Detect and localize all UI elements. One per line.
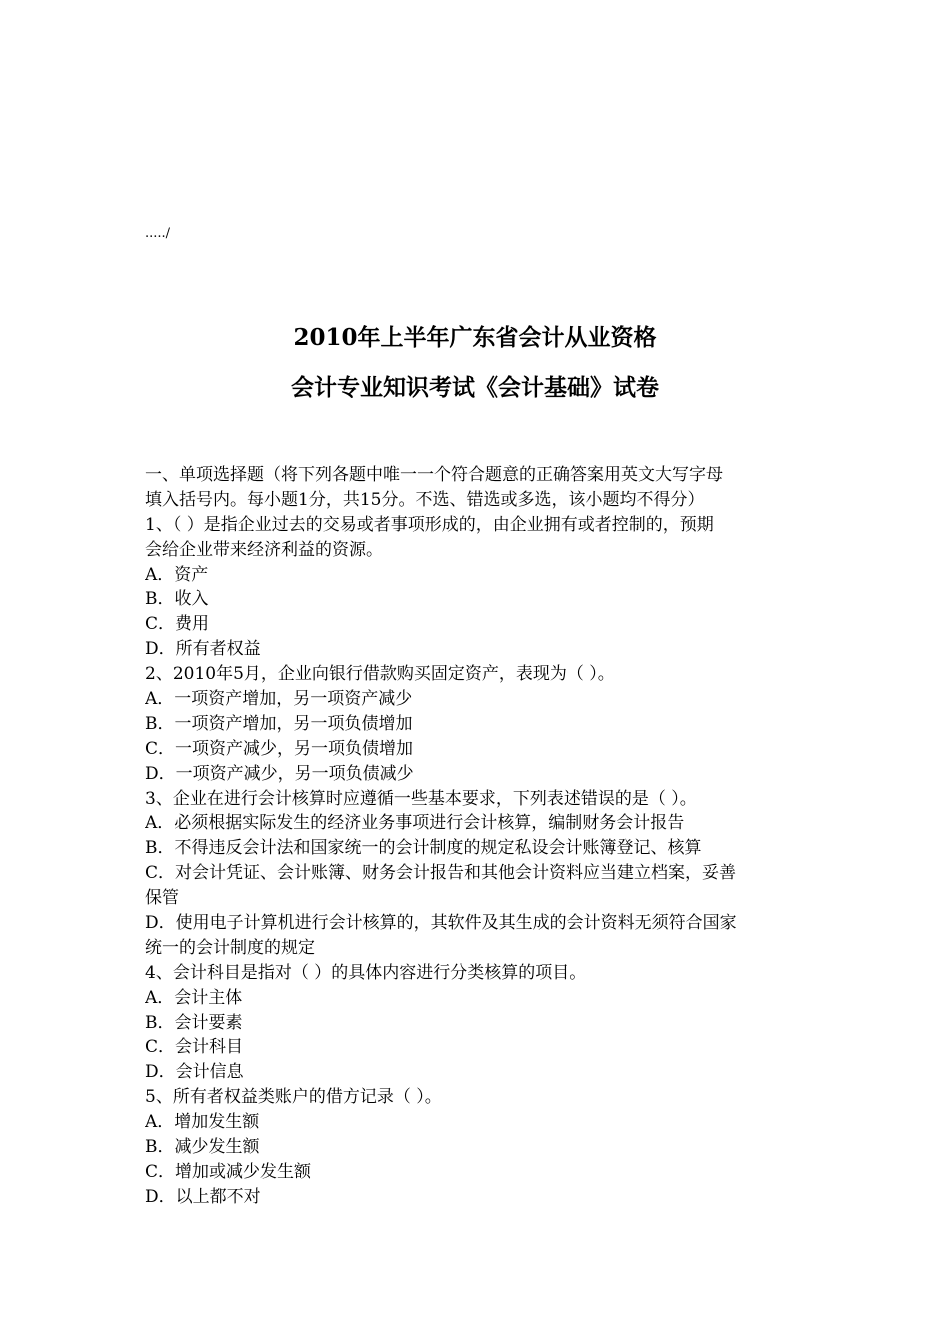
content-line: D．使用电子计算机进行会计核算的，其软件及其生成的会计资料无须符合国家 [145, 913, 737, 934]
content-line: A．一项资产增加，另一项资产减少 [145, 689, 413, 710]
content-line: 1、（ ）是指企业过去的交易或者事项形成的，由企业拥有或者控制的，预期 [145, 514, 714, 535]
content-line: 填入括号内。每小题1分，共15分。不选、错选或多选，该小题均不得分） [145, 489, 705, 510]
content-line: C．一项资产减少，另一项负债增加 [145, 738, 414, 759]
content-line: A．增加发生额 [145, 1112, 260, 1133]
content-line: A．会计主体 [145, 987, 243, 1008]
document-subtitle: 会计专业知识考试《会计基础》试卷 [291, 374, 659, 401]
content-line: 会给企业带来经济利益的资源。 [145, 539, 383, 560]
content-line: C．对会计凭证、会计账簿、财务会计报告和其他会计资料应当建立档案，妥善 [145, 863, 737, 884]
content-line: A．资产 [145, 564, 209, 585]
content-line: D．会计信息 [145, 1062, 244, 1083]
content-line: B．会计要素 [145, 1012, 243, 1033]
content-line: C．增加或减少发生额 [145, 1161, 312, 1182]
content-line: 3、企业在进行会计核算时应遵循一些基本要求，下列表述错误的是（ ）。 [145, 788, 697, 809]
content-line: B．收入 [145, 589, 209, 610]
content-line: 4、会计科目是指对（ ）的具体内容进行分类核算的项目。 [145, 962, 587, 983]
content-line: 统一的会计制度的规定 [145, 937, 315, 958]
header-mark: ...../ [145, 226, 171, 241]
content-line: 保管 [145, 888, 179, 909]
content-line: D．所有者权益 [145, 639, 261, 660]
content-line: C．费用 [145, 614, 210, 635]
content-line: D．以上都不对 [145, 1186, 261, 1207]
content-line: A．必须根据实际发生的经济业务事项进行会计核算，编制财务会计报告 [145, 813, 685, 834]
content-line: 一、单项选择题（将下列各题中唯一一个符合题意的正确答案用英文大写字母 [145, 465, 723, 485]
content-line: C．会计科目 [145, 1037, 244, 1058]
document-title: 2010年上半年广东省会计从业资格 [293, 324, 657, 351]
content-line: 5、所有者权益类账户的借方记录（ ）。 [145, 1087, 442, 1108]
content-line: B．减少发生额 [145, 1137, 260, 1158]
content-line: 2、2010年5月，企业向银行借款购买固定资产，表现为（ ）。 [145, 664, 615, 685]
exam-content [145, 463, 810, 1210]
content-line: B．不得违反会计法和国家统一的会计制度的规定私设会计账簿登记、核算 [145, 838, 702, 859]
content-line: D．一项资产减少，另一项负债减少 [145, 763, 414, 784]
content-line: B．一项资产增加，另一项负债增加 [145, 713, 413, 734]
